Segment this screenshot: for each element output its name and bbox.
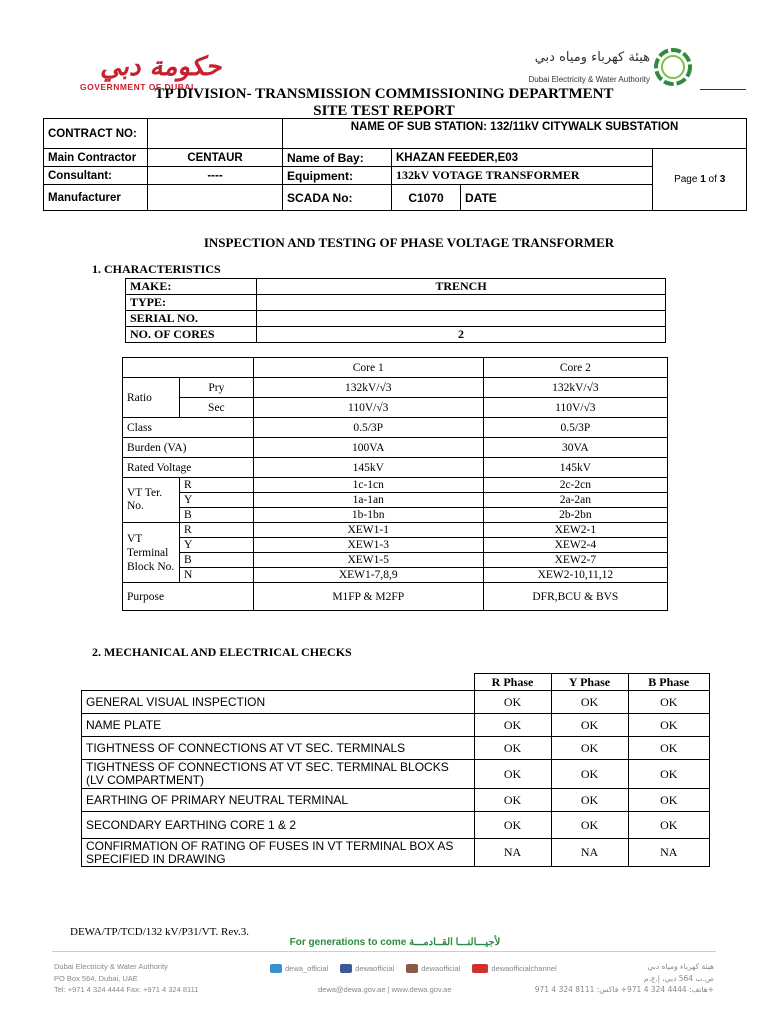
purpose-label: Purpose bbox=[123, 583, 254, 611]
y-phase-result: OK bbox=[551, 737, 628, 760]
table-row bbox=[126, 279, 666, 295]
twitter-icon bbox=[270, 964, 282, 973]
check-description: TIGHTNESS OF CONNECTIONS AT VT SEC. TERMINALS bbox=[82, 737, 475, 760]
bay-value: KHAZAN FEEDER,E03 bbox=[392, 149, 653, 167]
rated-voltage-core1: 145kV bbox=[253, 458, 483, 478]
sec-core1: 110V/√3 bbox=[253, 398, 483, 418]
section1-heading: 1. CHARACTERISTICS bbox=[92, 262, 221, 276]
dewa-logo-english: Dubai Electricity & Water Authority bbox=[528, 75, 650, 84]
y-phase-header: Y Phase bbox=[551, 674, 628, 691]
table-row bbox=[126, 327, 666, 343]
main-contractor-label: Main Contractor bbox=[44, 149, 148, 167]
scada-value: C1070 bbox=[392, 185, 461, 211]
vt-ter-core1: 1c-1cn bbox=[253, 478, 483, 493]
burden-label: Burden (VA) bbox=[123, 438, 254, 458]
b-phase-result: OK bbox=[628, 714, 710, 737]
serial-value bbox=[257, 311, 666, 327]
inspection-title: INSPECTION AND TESTING OF PHASE VOLTAGE TRANSFORMER bbox=[203, 235, 615, 250]
check-description: GENERAL VISUAL INSPECTION bbox=[82, 691, 475, 714]
vt-tb-core1: XEW1-1 bbox=[253, 523, 483, 538]
cores-table bbox=[122, 357, 668, 611]
vt-ter-phase: Y bbox=[180, 493, 254, 508]
b-phase-result: OK bbox=[628, 691, 710, 714]
vt-tb-phase: B bbox=[180, 553, 254, 568]
date-label: DATE bbox=[465, 190, 497, 205]
cores-count-value: 2 bbox=[257, 327, 666, 343]
equipment-value: 132kV VOTAGE TRANSFORMER bbox=[392, 167, 653, 185]
vt-ter-core1: 1b-1bn bbox=[253, 508, 483, 523]
vt-ter-core2: 2a-2an bbox=[483, 493, 667, 508]
r-phase-result: OK bbox=[474, 691, 551, 714]
make-label: MAKE: bbox=[126, 279, 257, 295]
check-description: CONFIRMATION OF RATING OF FUSES IN VT TERMINAL BOX AS SPECIFIED IN DRAWING bbox=[82, 839, 475, 867]
social-link-youtube[interactable]: dewaofficialchannel bbox=[472, 964, 556, 973]
document-reference: DEWA/TP/TCD/132 kV/P31/VT. Rev.3. bbox=[70, 926, 250, 938]
table-row bbox=[126, 311, 666, 327]
check-description: EARTHING OF PRIMARY NEUTRAL TERMINAL bbox=[82, 789, 475, 812]
page-title-line1: TP DIVISION- TRANSMISSION COMMISSIONING DEPARTMENT bbox=[154, 86, 614, 102]
manufacturer-value bbox=[148, 185, 283, 211]
vt-tb-core2: XEW2-10,11,12 bbox=[483, 568, 667, 583]
y-phase-result: OK bbox=[551, 812, 628, 839]
check-description: SECONDARY EARTHING CORE 1 & 2 bbox=[82, 812, 475, 839]
vt-tb-core1: XEW1-5 bbox=[253, 553, 483, 568]
manufacturer-label: Manufacturer bbox=[44, 185, 148, 211]
contract-info-table bbox=[43, 118, 747, 211]
pry-core2: 132kV/√3 bbox=[483, 378, 667, 398]
pry-core1: 132kV/√3 bbox=[253, 378, 483, 398]
class-core2: 0.5/3P bbox=[483, 418, 667, 438]
b-phase-header: B Phase bbox=[628, 674, 710, 691]
class-label: Class bbox=[123, 418, 254, 438]
vt-tb-core1: XEW1-3 bbox=[253, 538, 483, 553]
serial-label: SERIAL NO. bbox=[126, 311, 257, 327]
b-phase-result: OK bbox=[628, 789, 710, 812]
facebook-icon bbox=[340, 964, 352, 973]
b-phase-result: OK bbox=[628, 760, 710, 789]
section2-heading: 2. MECHANICAL AND ELECTRICAL CHECKS bbox=[92, 645, 352, 659]
substation-name: NAME OF SUB STATION: 132/11kV CITYWALK SUBSTATION bbox=[283, 119, 747, 149]
class-core1: 0.5/3P bbox=[253, 418, 483, 438]
check-description: NAME PLATE bbox=[82, 714, 475, 737]
core1-header: Core 1 bbox=[253, 358, 483, 378]
contract-value bbox=[148, 119, 283, 149]
r-phase-header: R Phase bbox=[474, 674, 551, 691]
footer-email-website[interactable]: dewa@dewa.gov.ae | www.dewa.gov.ae bbox=[318, 985, 452, 994]
vt-ter-phase: B bbox=[180, 508, 254, 523]
instagram-icon bbox=[406, 964, 418, 973]
page-title-line2: SITE TEST REPORT bbox=[313, 103, 455, 119]
r-phase-result: OK bbox=[474, 812, 551, 839]
r-phase-result: OK bbox=[474, 760, 551, 789]
check-description: TIGHTNESS OF CONNECTIONS AT VT SEC. TERMINAL BLOCKS (LV COMPARTMENT) bbox=[82, 760, 475, 789]
y-phase-result: OK bbox=[551, 691, 628, 714]
social-links bbox=[270, 964, 557, 973]
footer-arabic-line3: هاتف: 4444 324 4 971+ فاكس: 8111 324 4 971+ bbox=[534, 985, 714, 994]
table-row bbox=[82, 760, 710, 789]
sec-core2: 110V/√3 bbox=[483, 398, 667, 418]
b-phase-result: NA bbox=[628, 839, 710, 867]
table-row bbox=[82, 812, 710, 839]
vt-ter-core2: 2c-2cn bbox=[483, 478, 667, 493]
vt-ter-core1: 1a-1an bbox=[253, 493, 483, 508]
vt-tb-core2: XEW2-7 bbox=[483, 553, 667, 568]
type-label: TYPE: bbox=[126, 295, 257, 311]
core2-header: Core 2 bbox=[483, 358, 667, 378]
bay-label: Name of Bay: bbox=[283, 149, 392, 167]
table-row bbox=[82, 839, 710, 867]
r-phase-result: OK bbox=[474, 737, 551, 760]
ratio-label: Ratio bbox=[123, 378, 180, 418]
pry-label: Pry bbox=[180, 378, 254, 398]
dewa-logo-arabic: هيئة كهرباء ومياه دبي bbox=[534, 50, 650, 65]
b-phase-result: OK bbox=[628, 737, 710, 760]
date-field bbox=[461, 185, 653, 211]
vt-tb-core2: XEW2-1 bbox=[483, 523, 667, 538]
y-phase-result: OK bbox=[551, 714, 628, 737]
burden-core1: 100VA bbox=[253, 438, 483, 458]
r-phase-result: NA bbox=[474, 839, 551, 867]
table-row bbox=[82, 789, 710, 812]
vt-ter-label: VT Ter. No. bbox=[123, 478, 180, 523]
footer-tagline: For generations to come لأجيـــالنـــا القــادمـــة bbox=[289, 937, 501, 948]
make-value: TRENCH bbox=[257, 279, 666, 295]
footer-address-line1: Dubai Electricity & Water Authority bbox=[54, 962, 168, 971]
footer-rule bbox=[52, 951, 716, 952]
vt-terminal-block-label: VT Terminal Block No. bbox=[123, 523, 180, 583]
rated-voltage-label: Rated Voltage bbox=[123, 458, 254, 478]
consultant-label: Consultant: bbox=[44, 167, 148, 185]
contract-label: CONTRACT NO: bbox=[44, 119, 148, 149]
r-phase-result: OK bbox=[474, 789, 551, 812]
characteristics-table bbox=[125, 278, 666, 343]
type-value bbox=[257, 295, 666, 311]
table-row bbox=[82, 737, 710, 760]
page-indicator: Page 1 of 3 bbox=[653, 149, 747, 211]
table-row bbox=[82, 714, 710, 737]
vt-ter-phase: R bbox=[180, 478, 254, 493]
equipment-label: Equipment: bbox=[283, 167, 392, 185]
dewa-ring-logo-icon bbox=[652, 46, 694, 88]
b-phase-result: OK bbox=[628, 812, 710, 839]
table-row bbox=[126, 295, 666, 311]
purpose-core2: DFR,BCU & BVS bbox=[483, 583, 667, 611]
gov-logo-text: GOVERNMENT OF DUBAI bbox=[80, 82, 194, 92]
footer-address-line3: Tel: +971 4 324 4444 Fax: +971 4 324 8111 bbox=[54, 985, 199, 994]
footer-address-line2: PO Box 564, Dubai, UAE bbox=[54, 974, 138, 983]
vt-tb-core2: XEW2-4 bbox=[483, 538, 667, 553]
y-phase-result: OK bbox=[551, 760, 628, 789]
y-phase-result: OK bbox=[551, 789, 628, 812]
sec-label: Sec bbox=[180, 398, 254, 418]
table-row bbox=[82, 691, 710, 714]
footer-arabic-line2: ص.ب 564 دبي، إ.ع.م bbox=[643, 974, 714, 983]
y-phase-result: NA bbox=[551, 839, 628, 867]
main-contractor-value: CENTAUR bbox=[148, 149, 283, 167]
social-link-twitter[interactable]: dewa_official bbox=[270, 964, 328, 973]
scada-label: SCADA No: bbox=[283, 185, 392, 211]
vt-tb-phase: N bbox=[180, 568, 254, 583]
burden-core2: 30VA bbox=[483, 438, 667, 458]
vt-tb-phase: R bbox=[180, 523, 254, 538]
consultant-value: ---- bbox=[148, 167, 283, 185]
r-phase-result: OK bbox=[474, 714, 551, 737]
mechanical-checks-table bbox=[81, 673, 710, 867]
social-link-instagram[interactable]: dewaofficial bbox=[406, 964, 460, 973]
rated-voltage-core2: 145kV bbox=[483, 458, 667, 478]
cores-count-label: NO. OF CORES bbox=[126, 327, 257, 343]
gov-logo-arabic: حكومة دبي bbox=[100, 52, 222, 82]
vt-tb-core1: XEW1-7,8,9 bbox=[253, 568, 483, 583]
youtube-icon bbox=[472, 964, 488, 973]
vt-ter-core2: 2b-2bn bbox=[483, 508, 667, 523]
vt-tb-phase: Y bbox=[180, 538, 254, 553]
purpose-core1: M1FP & M2FP bbox=[253, 583, 483, 611]
social-link-facebook[interactable]: dewaofficial bbox=[340, 964, 394, 973]
footer-arabic-line1: هيئة كهرباء ومياه دبي bbox=[647, 962, 714, 971]
